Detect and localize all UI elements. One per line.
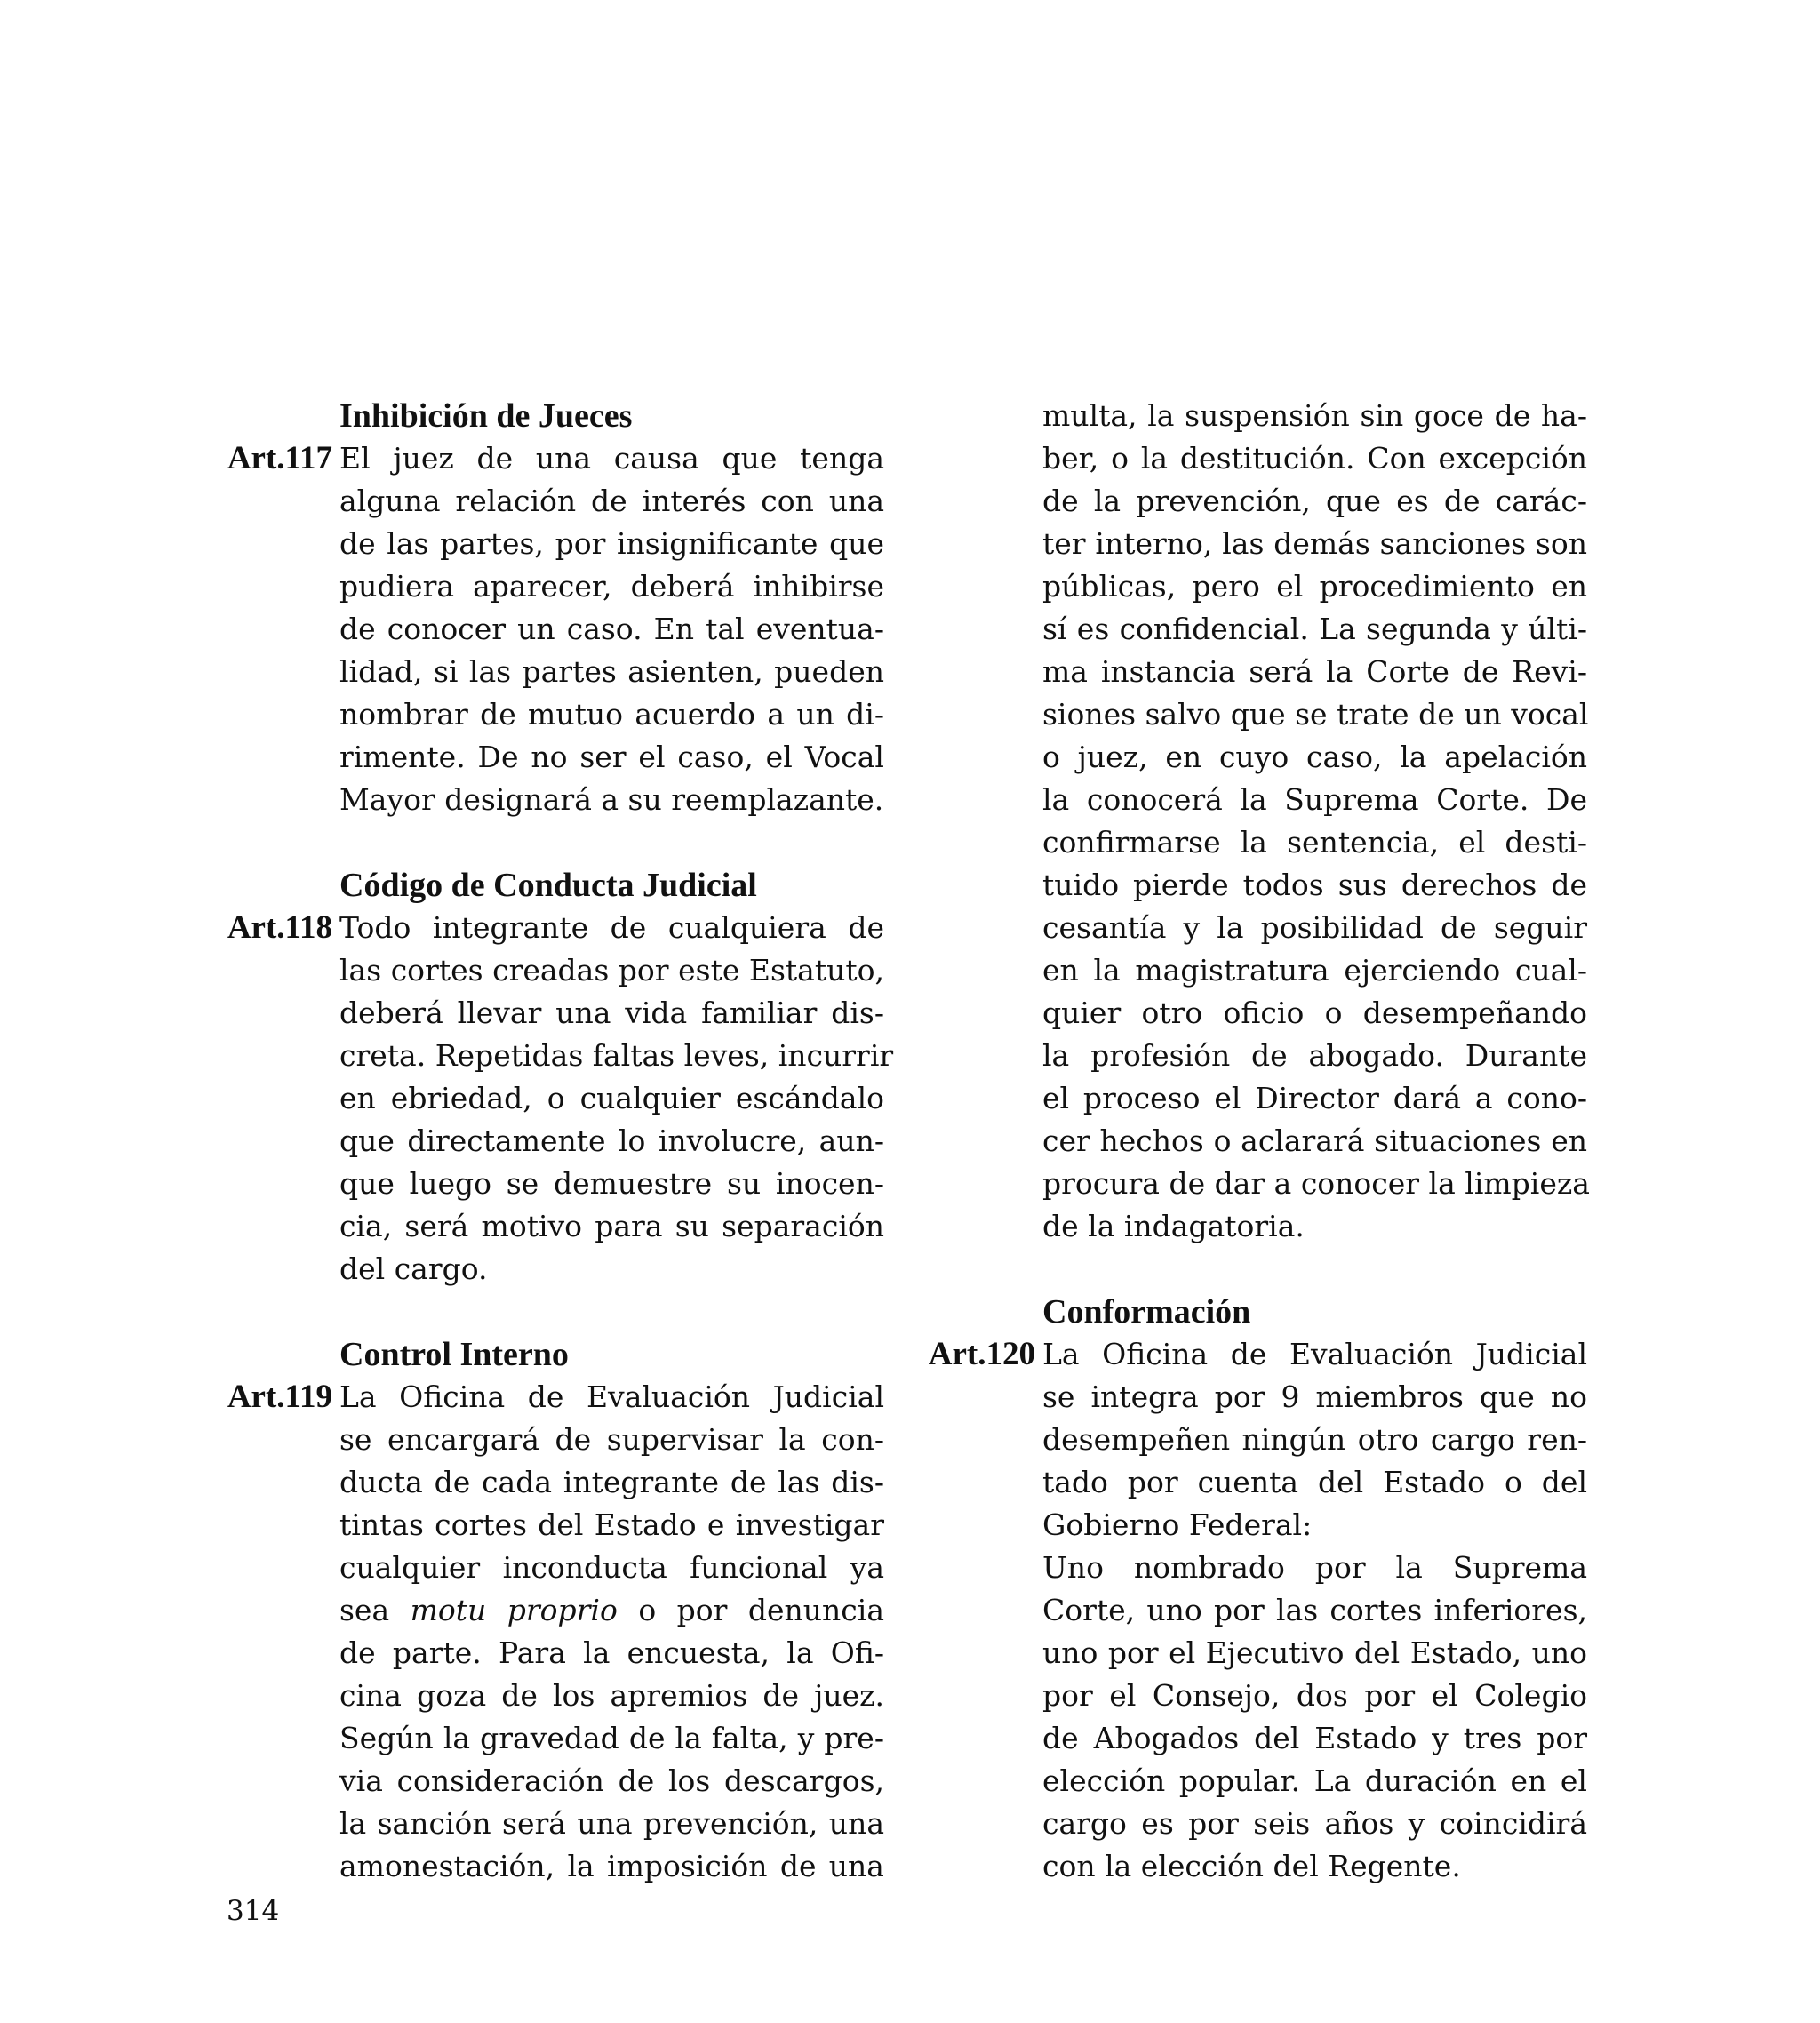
text-line: pudiera aparecer, deberá inhibirse [339,569,884,604]
text-line: en ebriedad, o cualquier escándalo [339,1081,884,1115]
text-line: multa, la suspensión sin goce de ha- [1042,398,1587,433]
text-line: Gobierno Federal: [1042,1507,1313,1542]
spacer [339,1291,884,1333]
text-line: creta. Repetidas faltas leves, incurrir [339,1038,894,1073]
text-line: la profesión de abogado. Durante [1042,1038,1587,1073]
text-line: cia, será motivo para su separación [339,1209,884,1243]
article-label: Art.120 [928,1336,1035,1372]
spacer [339,821,884,864]
text-line: via consideración de los descargos, [339,1763,884,1798]
text-line: de la prevención, que es de carác- [1042,484,1587,518]
text-line: ber, o la destitución. Con excepción [1042,441,1587,476]
text-line: ter interno, las demás sanciones son [1042,526,1587,561]
text-line: cina goza de los apremios de juez. [339,1678,884,1713]
text-line: que luego se demuestre su inocen- [339,1166,884,1201]
section-control-interno [227,1333,884,1888]
text-line [339,1589,884,1632]
italic-phrase: motu proprio [410,1593,618,1627]
text-line: La Oficina de Evaluación Judicial [1042,1337,1587,1371]
text-line: en la magistratura ejerciendo cual- [1042,953,1587,988]
text-line: quier otro oficio o desempeñando [1042,996,1587,1030]
left-column [227,395,894,1888]
section-control-interno-continued [1042,395,1590,1248]
text-line: Según la gravedad de la falta, y pre- [339,1721,884,1755]
text-line: se integra por 9 miembros que no [1042,1379,1587,1414]
text-line: de conocer un caso. En tal eventua- [339,612,884,646]
article-120 [928,1333,1587,1888]
text-line: ducta de cada integrante de las dis- [339,1465,884,1499]
text-line: o juez, en cuyo caso, la apelación [1042,740,1587,774]
article-117 [227,437,884,821]
section-heading: Conformación [1042,1293,1251,1331]
page-number: 314 [227,1895,280,1927]
text-line: cargo es por seis años y coincidirá [1042,1806,1587,1841]
article-label: Art.118 [227,909,332,946]
text-line: siones salvo que se trate de un vocal [1042,697,1589,732]
text-line: sí es confidencial. La segunda y últi- [1042,612,1587,646]
text-line: la conocerá la Suprema Corte. De [1042,782,1587,817]
text-fragment: o por denuncia [638,1593,884,1627]
text-line: tintas cortes del Estado e investigar [339,1507,884,1542]
article-label: Art.117 [227,440,332,476]
section-inhibicion-de-jueces [227,395,884,821]
text-line: con la elección del Regente. [1042,1849,1461,1883]
text-line: Uno nombrado por la Suprema [1042,1550,1587,1585]
text-line: cesantía y la posibilidad de seguir [1042,910,1587,945]
text-line: de la indagatoria. [1042,1209,1305,1243]
text-line: ma instancia será la Corte de Revi- [1042,654,1587,689]
section-heading: Control Interno [339,1336,569,1373]
text-fragment: sea [339,1593,390,1627]
text-line: elección popular. La duración en el [1042,1763,1587,1798]
right-column [928,395,1590,1888]
text-line: se encargará de supervisar la con- [339,1422,884,1457]
text-line: La Oficina de Evaluación Judicial [339,1379,884,1414]
text-line: alguna relación de interés con una [339,484,884,518]
section-codigo-de-conducta [227,864,894,1291]
text-line: por el Consejo, dos por el Colegio [1042,1678,1587,1713]
text-line: Todo integrante de cualquiera de [339,910,884,945]
section-conformacion [928,1291,1587,1888]
text-line: nombrar de mutuo acuerdo a un di- [339,697,884,732]
section-heading: Inhibición de Jueces [339,397,633,435]
section-heading: Código de Conducta Judicial [339,867,757,904]
text-line: desempeñen ningún otro cargo ren- [1042,1422,1587,1457]
text-line: del cargo. [339,1251,488,1286]
text-line: amonestación, la imposición de una [339,1849,884,1883]
text-line: Corte, uno por las cortes inferiores, [1042,1593,1587,1627]
article-118 [227,907,894,1291]
text-line: El juez de una causa que tenga [339,441,884,476]
spacer [1042,1248,1587,1291]
text-line: confirmarse la sentencia, el desti- [1042,825,1587,860]
text-line: Mayor designará a su reemplazante. [339,782,884,817]
text-line: la sanción será una prevención, una [339,1806,884,1841]
text-line: las cortes creadas por este Estatuto, [339,953,884,988]
text-line: cualquier inconducta funcional ya [339,1550,884,1585]
text-line: tado por cuenta del Estado o del [1042,1465,1587,1499]
article-label: Art.119 [227,1379,332,1415]
text-line: tuido pierde todos sus derechos de [1042,868,1587,902]
text-line: cer hechos o aclarará situaciones en [1042,1123,1587,1158]
text-line: públicas, pero el procedimiento en [1042,569,1587,604]
article-119 [227,1376,884,1888]
text-line: de las partes, por insignificante que [339,526,884,561]
text-line: deberá llevar una vida familiar dis- [339,996,884,1030]
text-line: el proceso el Director dará a cono- [1042,1081,1587,1115]
text-line: uno por el Ejecutivo del Estado, uno [1042,1635,1587,1670]
text-line: lidad, si las partes asienten, pueden [339,654,884,689]
text-line: procura de dar a conocer la limpieza [1042,1166,1590,1201]
text-line: de Abogados del Estado y tres por [1042,1721,1587,1755]
text-line: rimente. De no ser el caso, el Vocal [339,740,884,774]
text-line: que directamente lo involucre, aun- [339,1123,884,1158]
text-line: de parte. Para la encuesta, la Ofi- [339,1635,884,1670]
